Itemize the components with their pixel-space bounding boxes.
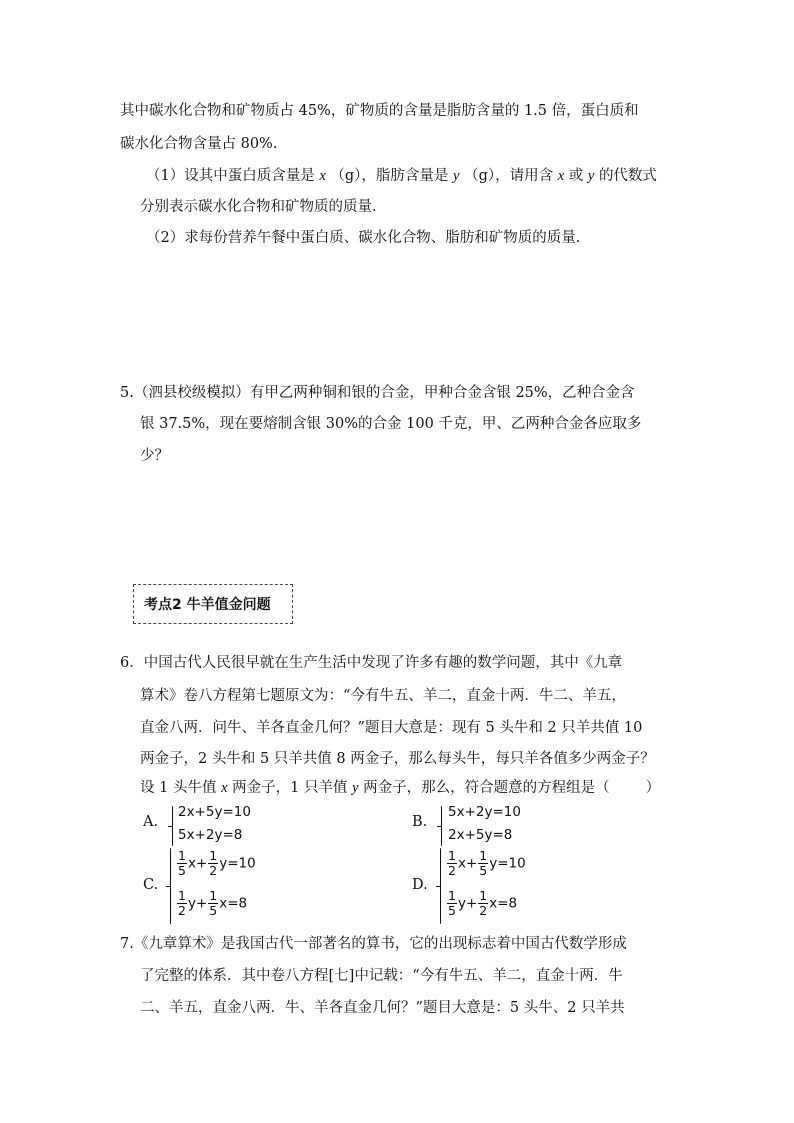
option-b-brace bbox=[441, 806, 442, 846]
q5-line-3: 少？ bbox=[140, 448, 169, 464]
q7-line-2: 了完整的体系．其中卷八方程[七]中记载：“今有牛五、羊二，直金十两．牛 bbox=[140, 968, 623, 984]
var-y: y bbox=[453, 168, 460, 184]
q5-line-2: 银 37.5%，现在要熔制含银 30%的合金 100 千克，甲、乙两种合金各应取多 bbox=[140, 416, 642, 432]
q6-line-5-a: 设 1 头牛值 bbox=[140, 780, 217, 796]
intro-line-2: 碳水化合物含量占 80%. bbox=[120, 136, 278, 152]
var-y: y bbox=[587, 168, 595, 184]
var-x: x bbox=[319, 168, 326, 184]
q6-line-5 bbox=[140, 778, 660, 798]
var-x: x bbox=[221, 780, 228, 796]
q4-part1-text-d: 或 bbox=[568, 168, 584, 184]
option-d-label[interactable]: D. bbox=[412, 877, 428, 893]
option-a-brace bbox=[172, 806, 173, 846]
q7-line-3: 二、羊五，直金八两．牛、羊各直金几何？”题目大意是：5 头牛、2 只羊共 bbox=[140, 1000, 625, 1016]
q4-part1-text-e: 的代数式 bbox=[598, 168, 657, 184]
var-y: y bbox=[352, 780, 359, 796]
option-b-eq2: 2x+5y=8 bbox=[448, 827, 513, 843]
q6-line-5-d: ） bbox=[645, 780, 661, 796]
q4-part2: （2）求每份营养午餐中蛋白质、碳水化合物、脂肪和矿物质的质量. bbox=[146, 230, 581, 246]
option-d-brace bbox=[440, 848, 441, 924]
q7-line-1: 7.《九章算术》是我国古代一部著名的算书，它的出现标志着中国古代数学形成 bbox=[120, 936, 627, 952]
option-c-eq2: $\frac{1}{2}$ y+ $\frac{1}{5}$ x=8 bbox=[178, 888, 248, 918]
option-d-eq1: $\frac{1}{2}$ x+ $\frac{1}{5}$ y=10 bbox=[448, 848, 526, 878]
q4-part1-line-2: 分别表示碳水化合物和矿物质的质量. bbox=[140, 199, 377, 215]
q6-line-5-b: 两金子，1 只羊值 bbox=[232, 780, 348, 796]
q4-part1-text-a: （1）设其中蛋白质含量是 bbox=[146, 168, 315, 184]
q6-line-2: 算术》卷八方程第七题原文为：“今有牛五、羊二，直金十两．牛二、羊五， bbox=[140, 688, 626, 704]
option-a-eq2: 5x+2y=8 bbox=[178, 827, 243, 843]
option-a-label[interactable]: A. bbox=[143, 814, 159, 830]
q6-line-5-c: 两金子，那么，符合题意的方程组是（ bbox=[363, 780, 610, 796]
option-a-eq1: 2x+5y=10 bbox=[178, 804, 251, 820]
q5-line-1: 5.（泗县校级模拟）有甲乙两种铜和银的合金，甲种合金含银 25%，乙种合金含 bbox=[120, 385, 635, 401]
option-c-eq1: $\frac{1}{5}$ x+ $\frac{1}{2}$ y=10 bbox=[178, 848, 256, 878]
option-c-label[interactable]: C. bbox=[143, 877, 159, 893]
q4-part1-line-1 bbox=[146, 166, 657, 186]
option-c-brace bbox=[170, 848, 171, 924]
section-heading-box bbox=[133, 584, 293, 624]
option-b-label[interactable]: B. bbox=[412, 814, 428, 830]
q6-line-1: 6．中国古代人民很早就在生产生活中发现了许多有趣的数学问题，其中《九章 bbox=[120, 655, 623, 671]
section-title: 考点2 牛羊值金问题 bbox=[144, 597, 271, 613]
q6-line-4: 两金子，2 头牛和 5 只羊共值 8 两金子，那么每头牛，每只羊各值多少两金子？ bbox=[140, 751, 655, 767]
q4-part1-text-b: （g），脂肪含量是 bbox=[330, 168, 449, 184]
intro-line-1: 其中碳水化合物和矿物质占 45%，矿物质的含量是脂肪含量的 1.5 倍，蛋白质和 bbox=[120, 103, 639, 119]
q4-part1-text-c: （g），请用含 bbox=[464, 168, 554, 184]
var-x: x bbox=[557, 168, 565, 184]
option-b-eq1: 5x+2y=10 bbox=[448, 804, 521, 820]
option-d-eq2: $\frac{1}{5}$ y+ $\frac{1}{2}$ x=8 bbox=[448, 888, 518, 918]
q6-line-3: 直金八两．问牛、羊各直金几何？”题目大意是：现有 5 头牛和 2 只羊共值 10 bbox=[140, 720, 643, 736]
